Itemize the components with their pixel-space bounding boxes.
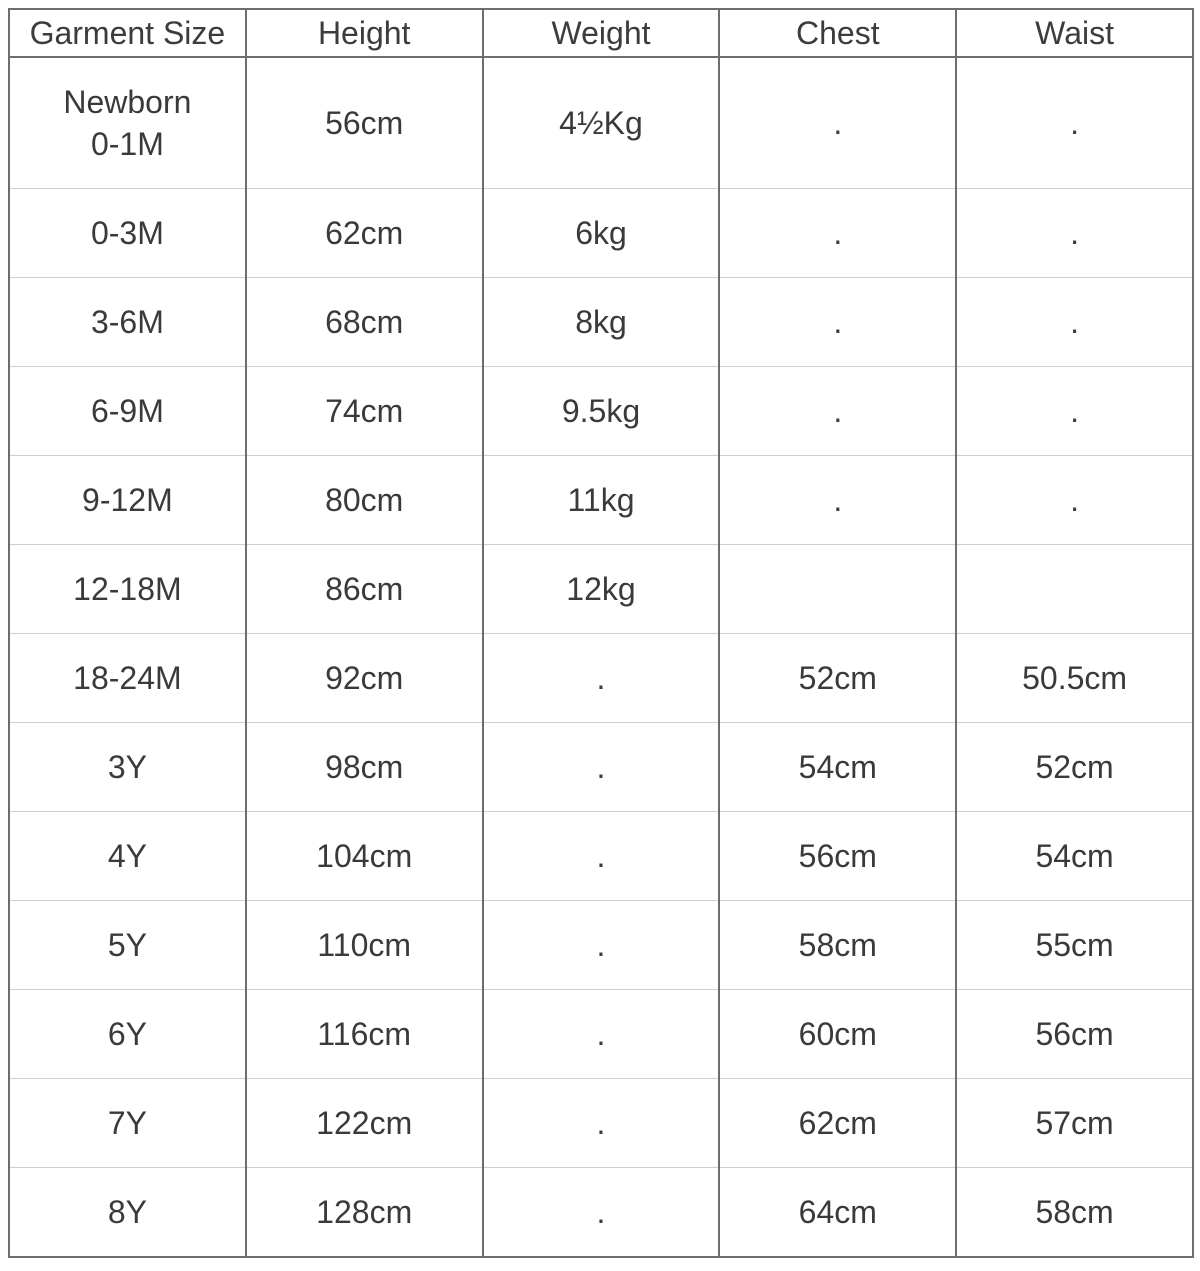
garment-size-value: 7Y [107, 1105, 147, 1141]
cell-waist [956, 367, 1193, 456]
chest-value: . [833, 304, 843, 340]
waist-value: . [1070, 105, 1080, 141]
cell-weight [483, 901, 720, 990]
weight-value: 9.5kg [561, 393, 641, 429]
chest-value: . [833, 393, 843, 429]
height-value: 122cm [316, 1105, 413, 1141]
cell-waist [956, 1079, 1193, 1168]
cell-chest [719, 723, 956, 812]
cell-weight [483, 367, 720, 456]
cell-weight [483, 1079, 720, 1168]
cell-garment-size [9, 456, 246, 545]
chest-value: 60cm [798, 1016, 877, 1052]
waist-value: 55cm [1035, 927, 1114, 963]
table-row [9, 367, 1193, 456]
cell-height [246, 634, 483, 723]
waist-value: 50.5cm [1022, 660, 1128, 696]
cell-garment-size [9, 57, 246, 189]
weight-value: . [596, 838, 606, 874]
cell-height [246, 456, 483, 545]
chest-value: 56cm [798, 838, 877, 874]
cell-garment-size [9, 545, 246, 634]
cell-weight [483, 57, 720, 189]
cell-height [246, 812, 483, 901]
header-garment-size: Garment Size [9, 9, 246, 57]
table-header [9, 9, 1193, 57]
height-value: 74cm [325, 393, 404, 429]
garment-size-value: 0-3M [90, 215, 164, 251]
cell-weight [483, 723, 720, 812]
chest-value: 64cm [798, 1194, 877, 1230]
cell-weight [483, 545, 720, 634]
cell-height [246, 278, 483, 367]
cell-height [246, 545, 483, 634]
cell-waist [956, 634, 1193, 723]
cell-chest [719, 812, 956, 901]
height-value: 86cm [325, 571, 404, 607]
cell-garment-size [9, 367, 246, 456]
chest-value: 58cm [798, 927, 877, 963]
chest-value: . [833, 105, 843, 141]
cell-height [246, 367, 483, 456]
garment-size-value: 8Y [107, 1194, 147, 1230]
weight-value: . [596, 749, 606, 785]
waist-value: . [1070, 482, 1080, 518]
height-value: 62cm [325, 215, 404, 251]
garment-size-value: 6Y [107, 1016, 147, 1052]
waist-value: . [1070, 393, 1080, 429]
height-value: 92cm [325, 660, 404, 696]
header-row [9, 9, 1193, 57]
cell-waist [956, 545, 1193, 634]
header-waist: Waist [956, 9, 1193, 57]
weight-value: 4½Kg [559, 105, 643, 141]
waist-value: 54cm [1035, 838, 1114, 874]
cell-chest [719, 189, 956, 278]
chest-value: . [833, 215, 843, 251]
cell-waist [956, 57, 1193, 189]
garment-size-value: 18-24M [73, 660, 182, 696]
chest-value: . [833, 482, 843, 518]
table-row [9, 634, 1193, 723]
cell-height [246, 901, 483, 990]
cell-weight [483, 189, 720, 278]
chest-value: 54cm [798, 749, 877, 785]
cell-height [246, 57, 483, 189]
chest-value: 62cm [798, 1105, 877, 1141]
height-value: 68cm [325, 304, 404, 340]
cell-waist [956, 1168, 1193, 1258]
weight-value: . [596, 660, 606, 696]
header-chest: Chest [719, 9, 956, 57]
cell-height [246, 723, 483, 812]
cell-garment-size [9, 1079, 246, 1168]
cell-weight [483, 634, 720, 723]
waist-value: . [1070, 304, 1080, 340]
cell-weight [483, 1168, 720, 1258]
cell-garment-size [9, 189, 246, 278]
waist-value: 58cm [1035, 1194, 1114, 1230]
cell-chest [719, 367, 956, 456]
height-value: 128cm [316, 1194, 413, 1230]
cell-waist [956, 456, 1193, 545]
weight-value: 12kg [566, 571, 636, 607]
weight-value: . [596, 1194, 606, 1230]
cell-garment-size [9, 723, 246, 812]
table-row [9, 990, 1193, 1079]
table-row [9, 1168, 1193, 1258]
table-row [9, 901, 1193, 990]
cell-chest [719, 57, 956, 189]
cell-chest [719, 278, 956, 367]
weight-value: 11kg [567, 482, 635, 518]
cell-waist [956, 812, 1193, 901]
waist-value: 56cm [1035, 1016, 1114, 1052]
table-row [9, 189, 1193, 278]
garment-size-value: Newborn 0-1M [63, 84, 192, 162]
cell-garment-size [9, 634, 246, 723]
size-chart-container [8, 8, 1192, 1258]
cell-garment-size [9, 812, 246, 901]
garment-size-value: 6-9M [90, 393, 164, 429]
cell-weight [483, 990, 720, 1079]
garment-size-value: 9-12M [82, 482, 173, 518]
weight-value: . [596, 927, 606, 963]
table-row [9, 1079, 1193, 1168]
cell-height [246, 189, 483, 278]
cell-waist [956, 990, 1193, 1079]
cell-chest [719, 1168, 956, 1258]
cell-garment-size [9, 278, 246, 367]
chest-value: 52cm [798, 660, 877, 696]
height-value: 56cm [325, 105, 404, 141]
cell-chest [719, 1079, 956, 1168]
cell-height [246, 990, 483, 1079]
size-chart-table [8, 8, 1194, 1258]
cell-waist [956, 278, 1193, 367]
cell-height [246, 1079, 483, 1168]
garment-size-value: 5Y [107, 927, 147, 963]
cell-chest [719, 634, 956, 723]
waist-value: 57cm [1035, 1105, 1114, 1141]
cell-chest [719, 456, 956, 545]
height-value: 104cm [316, 838, 413, 874]
garment-size-value: 12-18M [73, 571, 182, 607]
table-row [9, 278, 1193, 367]
weight-value: 8kg [575, 304, 627, 340]
weight-value: . [596, 1016, 606, 1052]
cell-waist [956, 723, 1193, 812]
table-row [9, 456, 1193, 545]
cell-waist [956, 901, 1193, 990]
waist-value: . [1070, 215, 1080, 251]
weight-value: 6kg [575, 215, 627, 251]
cell-garment-size [9, 1168, 246, 1258]
table-row [9, 545, 1193, 634]
table-body [9, 57, 1193, 1257]
table-row [9, 57, 1193, 189]
cell-height [246, 1168, 483, 1258]
height-value: 110cm [317, 927, 412, 963]
garment-size-value: 3-6M [90, 304, 164, 340]
cell-garment-size [9, 901, 246, 990]
garment-size-value: 3Y [107, 749, 147, 785]
cell-garment-size [9, 990, 246, 1079]
cell-chest [719, 545, 956, 634]
cell-waist [956, 189, 1193, 278]
cell-chest [719, 901, 956, 990]
table-row [9, 812, 1193, 901]
height-value: 116cm [317, 1016, 412, 1052]
header-weight: Weight [483, 9, 720, 57]
waist-value: 52cm [1035, 749, 1114, 785]
weight-value: . [596, 1105, 606, 1141]
cell-weight [483, 456, 720, 545]
cell-weight [483, 278, 720, 367]
cell-weight [483, 812, 720, 901]
garment-size-value: 4Y [107, 838, 147, 874]
height-value: 80cm [325, 482, 404, 518]
table-row [9, 723, 1193, 812]
header-height: Height [246, 9, 483, 57]
height-value: 98cm [325, 749, 404, 785]
cell-chest [719, 990, 956, 1079]
